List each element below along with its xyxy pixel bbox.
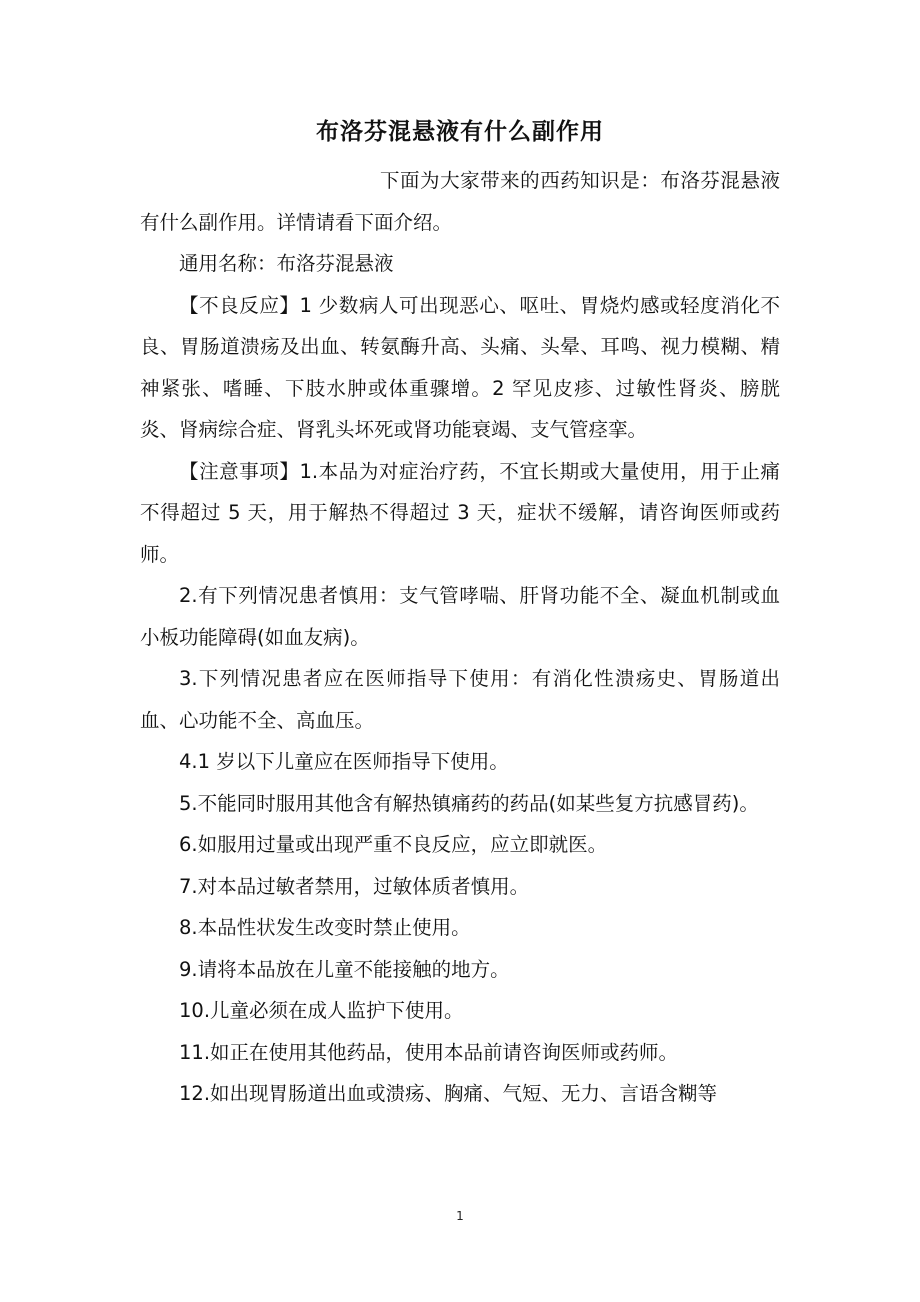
document-title: 布洛芬混悬液有什么副作用 xyxy=(316,119,604,145)
precautions-paragraph: 【注意事项】1.本品为对症治疗药，不宜长期或大量使用，用于止痛不得超过 5 天，用于解热不得超过 3 天，症状不缓解，请咨询医师或药师。 xyxy=(140,459,780,566)
precaution-item-12: 12.如出现胃肠道出血或溃疡、胸痛、气短、无力、言语含糊等 xyxy=(179,1082,718,1105)
precaution-item-9: 9.请将本品放在儿童不能接触的地方。 xyxy=(179,957,510,981)
precaution-item-6: 6.如服用过量或出现严重不良反应，应立即就医。 xyxy=(179,833,608,856)
page-number: 1 xyxy=(456,1209,464,1223)
precaution-item-2: 2.有下列情况患者慎用：支气管哮喘、肝肾功能不全、凝血机制或血小板功能障碍(如血友病)。 xyxy=(140,584,780,649)
precaution-item-3: 3.下列情况患者应在医师指导下使用：有消化性溃疡史、胃肠道出血、心功能不全、高血压。 xyxy=(140,667,780,732)
intro-paragraph: 下面为大家带来的西药知识是：布洛芬混悬液有什么副作用。详情请看下面介绍。 xyxy=(140,169,780,234)
generic-name-paragraph: 通用名称：布洛芬混悬液 xyxy=(179,252,394,275)
adverse-reactions-paragraph: 【不良反应】1 少数病人可出现恶心、呕吐、胃烧灼感或轻度消化不良、胃肠道溃疡及出血、转氨酶升高、头痛、头晕、耳鸣、视力模糊、精神紧张、嗜睡、下肢水肿或体重骤增。2 罕见皮疹、过敏性肾炎、膀胱炎、肾病综合症、肾乳头坏死或肾功能衰竭、支气管痉挛。 xyxy=(140,293,780,441)
precaution-item-10: 10.儿童必须在成人监护下使用。 xyxy=(179,999,464,1022)
precaution-item-11: 11.如正在使用其他药品，使用本品前请咨询医师或药师。 xyxy=(179,1040,679,1064)
precaution-item-5: 5.不能同时服用其他含有解热镇痛药的药品(如某些复方抗感冒药)。 xyxy=(179,791,759,815)
precaution-item-8: 8.本品性状发生改变时禁止使用。 xyxy=(179,916,471,939)
precaution-item-4: 4.1 岁以下儿童应在医师指导下使用。 xyxy=(179,750,509,773)
document-body xyxy=(140,160,780,1115)
precaution-item-7: 7.对本品过敏者禁用，过敏体质者慎用。 xyxy=(179,874,530,898)
